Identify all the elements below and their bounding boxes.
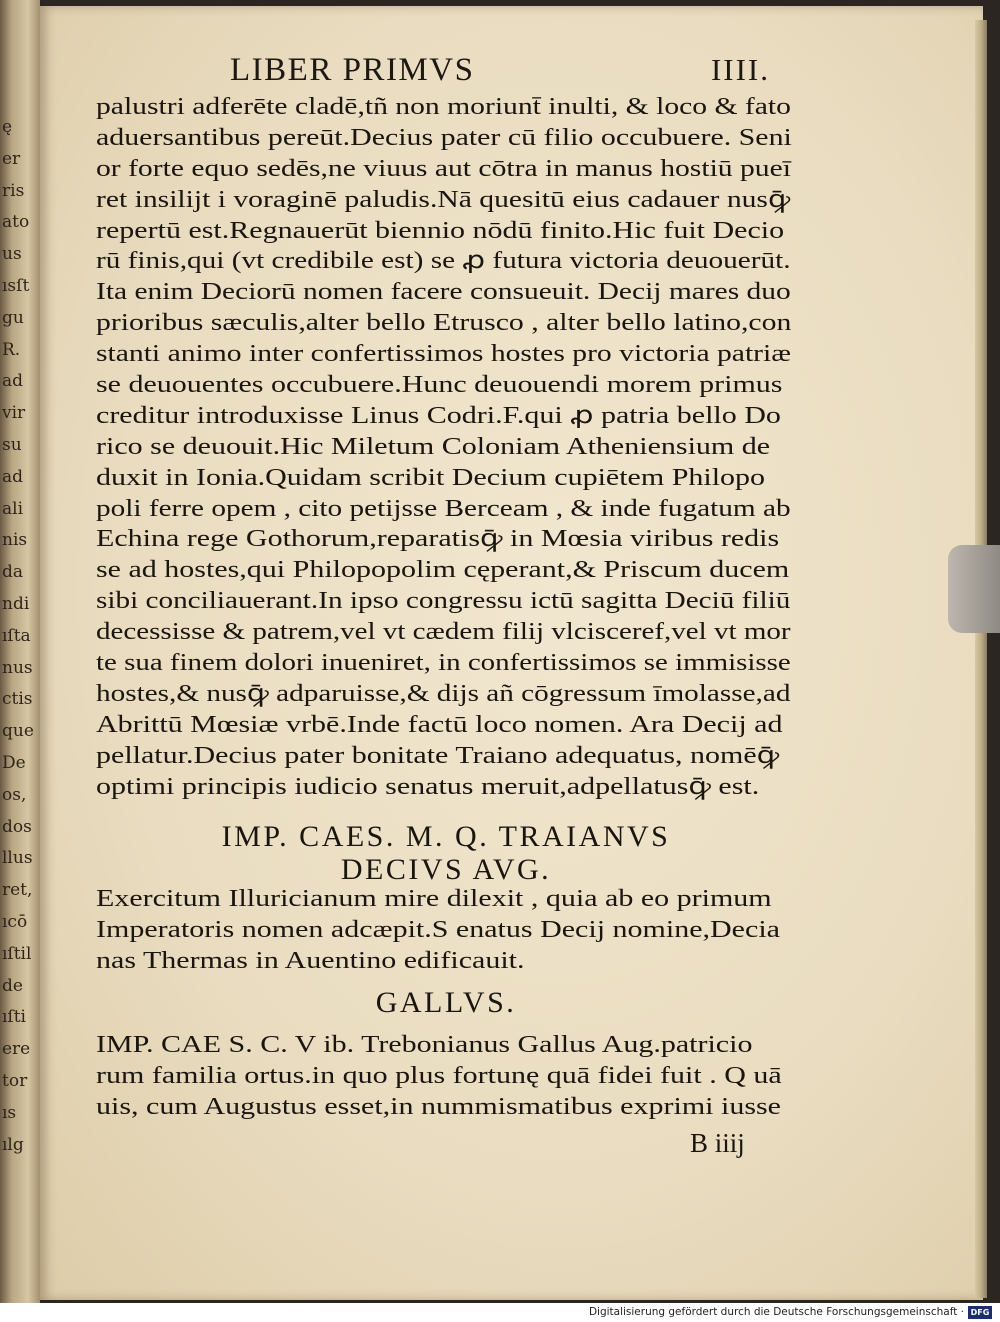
- text-line: decessisse & patrem,vel vt cædem filij vlcisceref,vel vt mor: [96, 619, 791, 646]
- section-heading-line-2: DECIVS AVG.: [340, 853, 552, 886]
- text-line: IMP. CAE S. C. V ib. Trebonianus Gallus Aug.patricio: [96, 1032, 753, 1058]
- facing-page-fragment: gu: [2, 308, 24, 328]
- facing-page-fragment: ıſti: [2, 1008, 26, 1028]
- text-line: nas Thermas in Auentino edificauit.: [96, 947, 525, 974]
- facing-page-fragment: de: [2, 976, 23, 996]
- paragraph-3: [96, 1030, 796, 1123]
- page-edge: [975, 20, 987, 1298]
- text-line: or forte equo sedēs,ne viuus aut cōtra in manus hostiū pueī: [96, 155, 791, 182]
- facing-page-fragment: ıs: [2, 1103, 17, 1123]
- text-line: hostes,& nusꝙ̄ adparuisse,& dijs añ cōgressum īmolasse,ad: [96, 680, 791, 707]
- facing-page-fragment: ret,: [2, 881, 33, 901]
- facing-page-fragment: ndi: [2, 595, 30, 614]
- facing-page-fragment: ę: [2, 118, 13, 137]
- text-line: Ita enim Deciorū nomen facere consueuit. Decij mares duo: [96, 279, 791, 306]
- text-line: duxit in Ionia.Quidam scribit Decium cupiētem Philopo: [96, 464, 766, 491]
- facing-page-fragment: ıcō: [2, 913, 28, 932]
- text-line: Exercitum Illuricianum mire dilexit , quia ab eo primum: [96, 886, 772, 912]
- facing-page-fragment: vir: [2, 404, 26, 424]
- text-line: palustri adferēte cladē,tñ non moriunt̄ inulti, & loco & fato: [96, 94, 791, 120]
- facing-page-fragment: ato: [2, 213, 30, 233]
- text-line: aduersantibus pereūt.Decius pater cū filio occubuere. Seni: [96, 124, 792, 151]
- signature-mark: B iiij: [690, 1128, 745, 1158]
- text-line: se ad hostes,qui Philopopolim cęperant,& Priscum ducem: [96, 557, 790, 584]
- running-head-title: LIBER PRIMVS: [230, 51, 475, 88]
- facing-page-fragment: us: [2, 245, 22, 265]
- text-line: Imperatoris nomen adcæpit.S enatus Decij nomine,Decia: [96, 916, 780, 943]
- text-line: rico se deuouit.Hic Miletum Coloniam Atheniensium de: [96, 433, 771, 460]
- text-line: prioribus sæculis,alter bello Etrusco , alter bello latino,con: [96, 310, 792, 337]
- paragraph-2: [96, 884, 796, 977]
- section-heading-gallus: GALLVS.: [375, 986, 517, 1019]
- text-line: Abrittū Mœsiæ vrbē.Inde factū loco nomen. Ara Decij ad: [96, 711, 783, 738]
- text-line: Echina rege Gothorum,reparatisꝙ̄ in Mœsia viribus redis: [96, 526, 780, 553]
- text-line: repertū est.Regnauerūt biennio nōdū finito.Hic fuit Decio: [96, 217, 785, 244]
- funding-notice: Digitalisierung gefördert durch die Deutsche Forschungsgemeinschaft ·: [588, 1306, 964, 1318]
- text-line: ret insilijt i voraginē paludis.Nā quesitū eius cadauer nusꝙ̄: [96, 186, 791, 213]
- facing-page-fragment: da: [2, 563, 24, 583]
- section-heading-line-1: IMP. CAES. M. Q. TRAIANVS: [221, 820, 671, 853]
- facing-page-fragment: ılg: [2, 1135, 24, 1155]
- facing-page-fragment: ıſtil: [2, 944, 32, 964]
- text-line: uis, cum Augustus esset,in nummismatibus exprimi iusse: [96, 1093, 781, 1120]
- facing-page-fragment: ad: [2, 467, 24, 487]
- text-line: rum familia ortus.in quo plus fortunę quā fidei fuit . Q uā: [96, 1062, 782, 1089]
- facing-page-fragment: ısſt: [2, 277, 30, 296]
- text-line: te sua finem dolori inueniret, in confertissimos se immisisse: [96, 650, 791, 677]
- facing-page-fragment: os,: [2, 785, 27, 805]
- facing-page-fragment: tor: [2, 1072, 28, 1091]
- text-line: stanti animo inter confertissimos hostes pro victoria patriæ: [96, 341, 792, 368]
- facing-page-fragment: ıſta: [2, 626, 31, 646]
- facing-page-fragment: su: [2, 436, 22, 455]
- text-line: rū finis,qui (vt credibile est) se ꝓ futura victoria deuouerūt.: [96, 248, 791, 275]
- running-head: [230, 50, 770, 90]
- facing-page-fragment: ctis: [2, 690, 33, 710]
- facing-page-fragment: llus: [2, 849, 33, 869]
- facing-page-fragment: R.: [2, 340, 21, 360]
- facing-page-fragment: nus: [2, 658, 33, 678]
- facing-page-fragment: ris: [2, 181, 25, 201]
- dfg-logo-icon: DFG: [968, 1306, 992, 1319]
- paragraph-1: [96, 92, 796, 802]
- facing-page-strip: [0, 0, 40, 1303]
- facing-page-fragment: er: [2, 149, 21, 169]
- text-line: poli ferre opem , cito petijsse Berceam , & inde fugatum ab: [96, 495, 791, 522]
- text-line: creditur introduxisse Linus Codri.F.qui ꝓ patria bello Do: [96, 402, 781, 429]
- text-line: pellatur.Decius pater bonitate Traiano adequatus, nomēꝙ̄: [96, 742, 780, 769]
- footer-bar: [0, 1303, 1000, 1322]
- text-line: optimi principis iudicio senatus meruit,adpellatusꝙ̄ est.: [96, 773, 760, 800]
- folio-number: IIII.: [710, 52, 770, 87]
- facing-page-fragment: De: [2, 754, 26, 773]
- text-line: sibi conciliauerant.In ipso congressu ictū sagitta Deciū filiū: [96, 588, 791, 615]
- facing-page-fragment: ere: [2, 1040, 31, 1060]
- facing-page-fragment: nis: [2, 531, 28, 551]
- text-line: se deuouentes occubuere.Hunc deuouendi morem primus: [96, 372, 783, 399]
- facing-page-fragment: ad: [2, 372, 24, 392]
- facing-page-fragment: dos: [2, 817, 32, 837]
- facing-page-fragment: que: [2, 722, 34, 742]
- facing-page-fragment: ali: [2, 499, 24, 519]
